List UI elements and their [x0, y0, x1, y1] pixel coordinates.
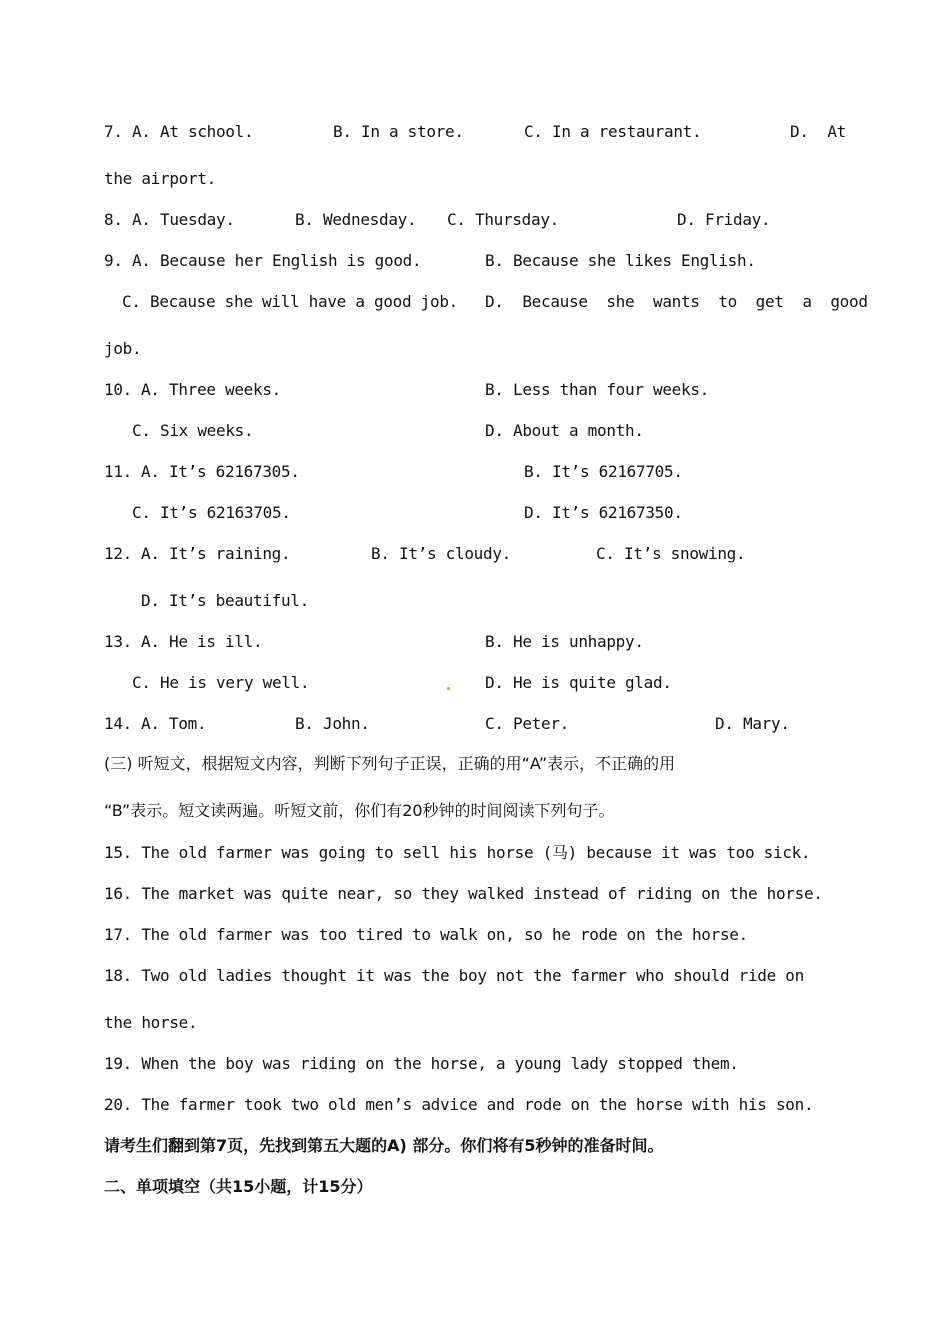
q8-option-a: A. Tuesday. — [132, 210, 235, 229]
q9-option-b: B. Because she likes English. — [485, 251, 756, 270]
q7-number: 7. — [104, 122, 123, 141]
q14-option-a: A. Tom. — [141, 714, 207, 733]
q14-option-b: B. John. — [295, 714, 370, 733]
statement-18-continued: the horse. — [104, 1013, 198, 1032]
q7-option-d-continued: the airport. — [104, 169, 216, 188]
q12-option-d: D. It’s beautiful. — [141, 591, 309, 610]
q10-option-d: D. About a month. — [485, 421, 644, 440]
statement-17: 17. The old farmer was too tired to walk on, so he rode on the horse. — [104, 925, 748, 944]
q12-option-a: A. It’s raining. — [141, 544, 291, 563]
q13-option-d: D. He is quite glad. — [485, 673, 672, 692]
q8-number: 8. — [104, 210, 123, 229]
statement-18: 18. Two old ladies thought it was the boy not the farmer who should ride on — [104, 966, 804, 985]
q12-option-c: C. It’s snowing. — [596, 544, 746, 563]
q11-option-c: C. It’s 62163705. — [132, 503, 291, 522]
part2-heading: 二、单项填空（共15小题，计15分） — [104, 1177, 373, 1196]
statement-16: 16. The market was quite near, so they walked instead of riding on the horse. — [104, 884, 823, 903]
q13-option-b: B. He is unhappy. — [485, 632, 644, 651]
q9-number: 9. — [104, 251, 123, 270]
q9-option-d-continued: job. — [104, 339, 142, 358]
q7-option-c: C. In a restaurant. — [524, 122, 702, 141]
statement-20: 20. The farmer took two old men’s advice and rode on the horse with his son. — [104, 1095, 814, 1114]
q7-option-d: D. At — [790, 122, 846, 141]
q8-option-b: B. Wednesday. — [295, 210, 417, 229]
q9-option-a: A. Because her English is good. — [132, 251, 422, 270]
q10-option-b: B. Less than four weeks. — [485, 380, 709, 399]
q12-option-b: B. It’s cloudy. — [371, 544, 511, 563]
q7-option-b: B. In a store. — [333, 122, 464, 141]
q11-option-a: A. It’s 62167305. — [141, 462, 300, 481]
section3-instruction-line1: (三) 听短文，根据短文内容，判断下列句子正误，正确的用“A”表示，不正确的用 — [104, 754, 676, 773]
q9-option-c: C. Because she will have a good job. — [122, 292, 458, 311]
q13-number: 13. — [104, 632, 132, 651]
q9-option-d: D. Because she wants to get a good — [485, 292, 868, 311]
q10-option-c: C. Six weeks. — [132, 421, 254, 440]
q14-option-d: D. Mary. — [715, 714, 790, 733]
q13-option-a: A. He is ill. — [141, 632, 263, 651]
q14-option-c: C. Peter. — [485, 714, 569, 733]
q10-number: 10. — [104, 380, 132, 399]
stray-dot-mark — [447, 687, 450, 690]
q11-option-b: B. It’s 62167705. — [524, 462, 683, 481]
statement-19: 19. When the boy was riding on the horse, a young lady stopped them. — [104, 1054, 739, 1073]
q11-number: 11. — [104, 462, 132, 481]
section3-instruction-line2: “B”表示。短文读两遍。听短文前，你们有20秒钟的时间阅读下列句子。 — [104, 801, 615, 820]
q11-option-d: D. It’s 62167350. — [524, 503, 683, 522]
q7-option-a: A. At school. — [132, 122, 254, 141]
statement-15: 15. The old farmer was going to sell his horse (马) because it was too sick. — [104, 843, 811, 862]
q8-option-c: C. Thursday. — [447, 210, 559, 229]
q10-option-a: A. Three weeks. — [141, 380, 281, 399]
q12-number: 12. — [104, 544, 132, 563]
q8-option-d: D. Friday. — [677, 210, 771, 229]
q13-option-c: C. He is very well. — [132, 673, 310, 692]
q14-number: 14. — [104, 714, 132, 733]
page-turn-instruction: 请考生们翻到第7页，先找到第五大题的A) 部分。你们将有5秒钟的准备时间。 — [104, 1136, 664, 1155]
